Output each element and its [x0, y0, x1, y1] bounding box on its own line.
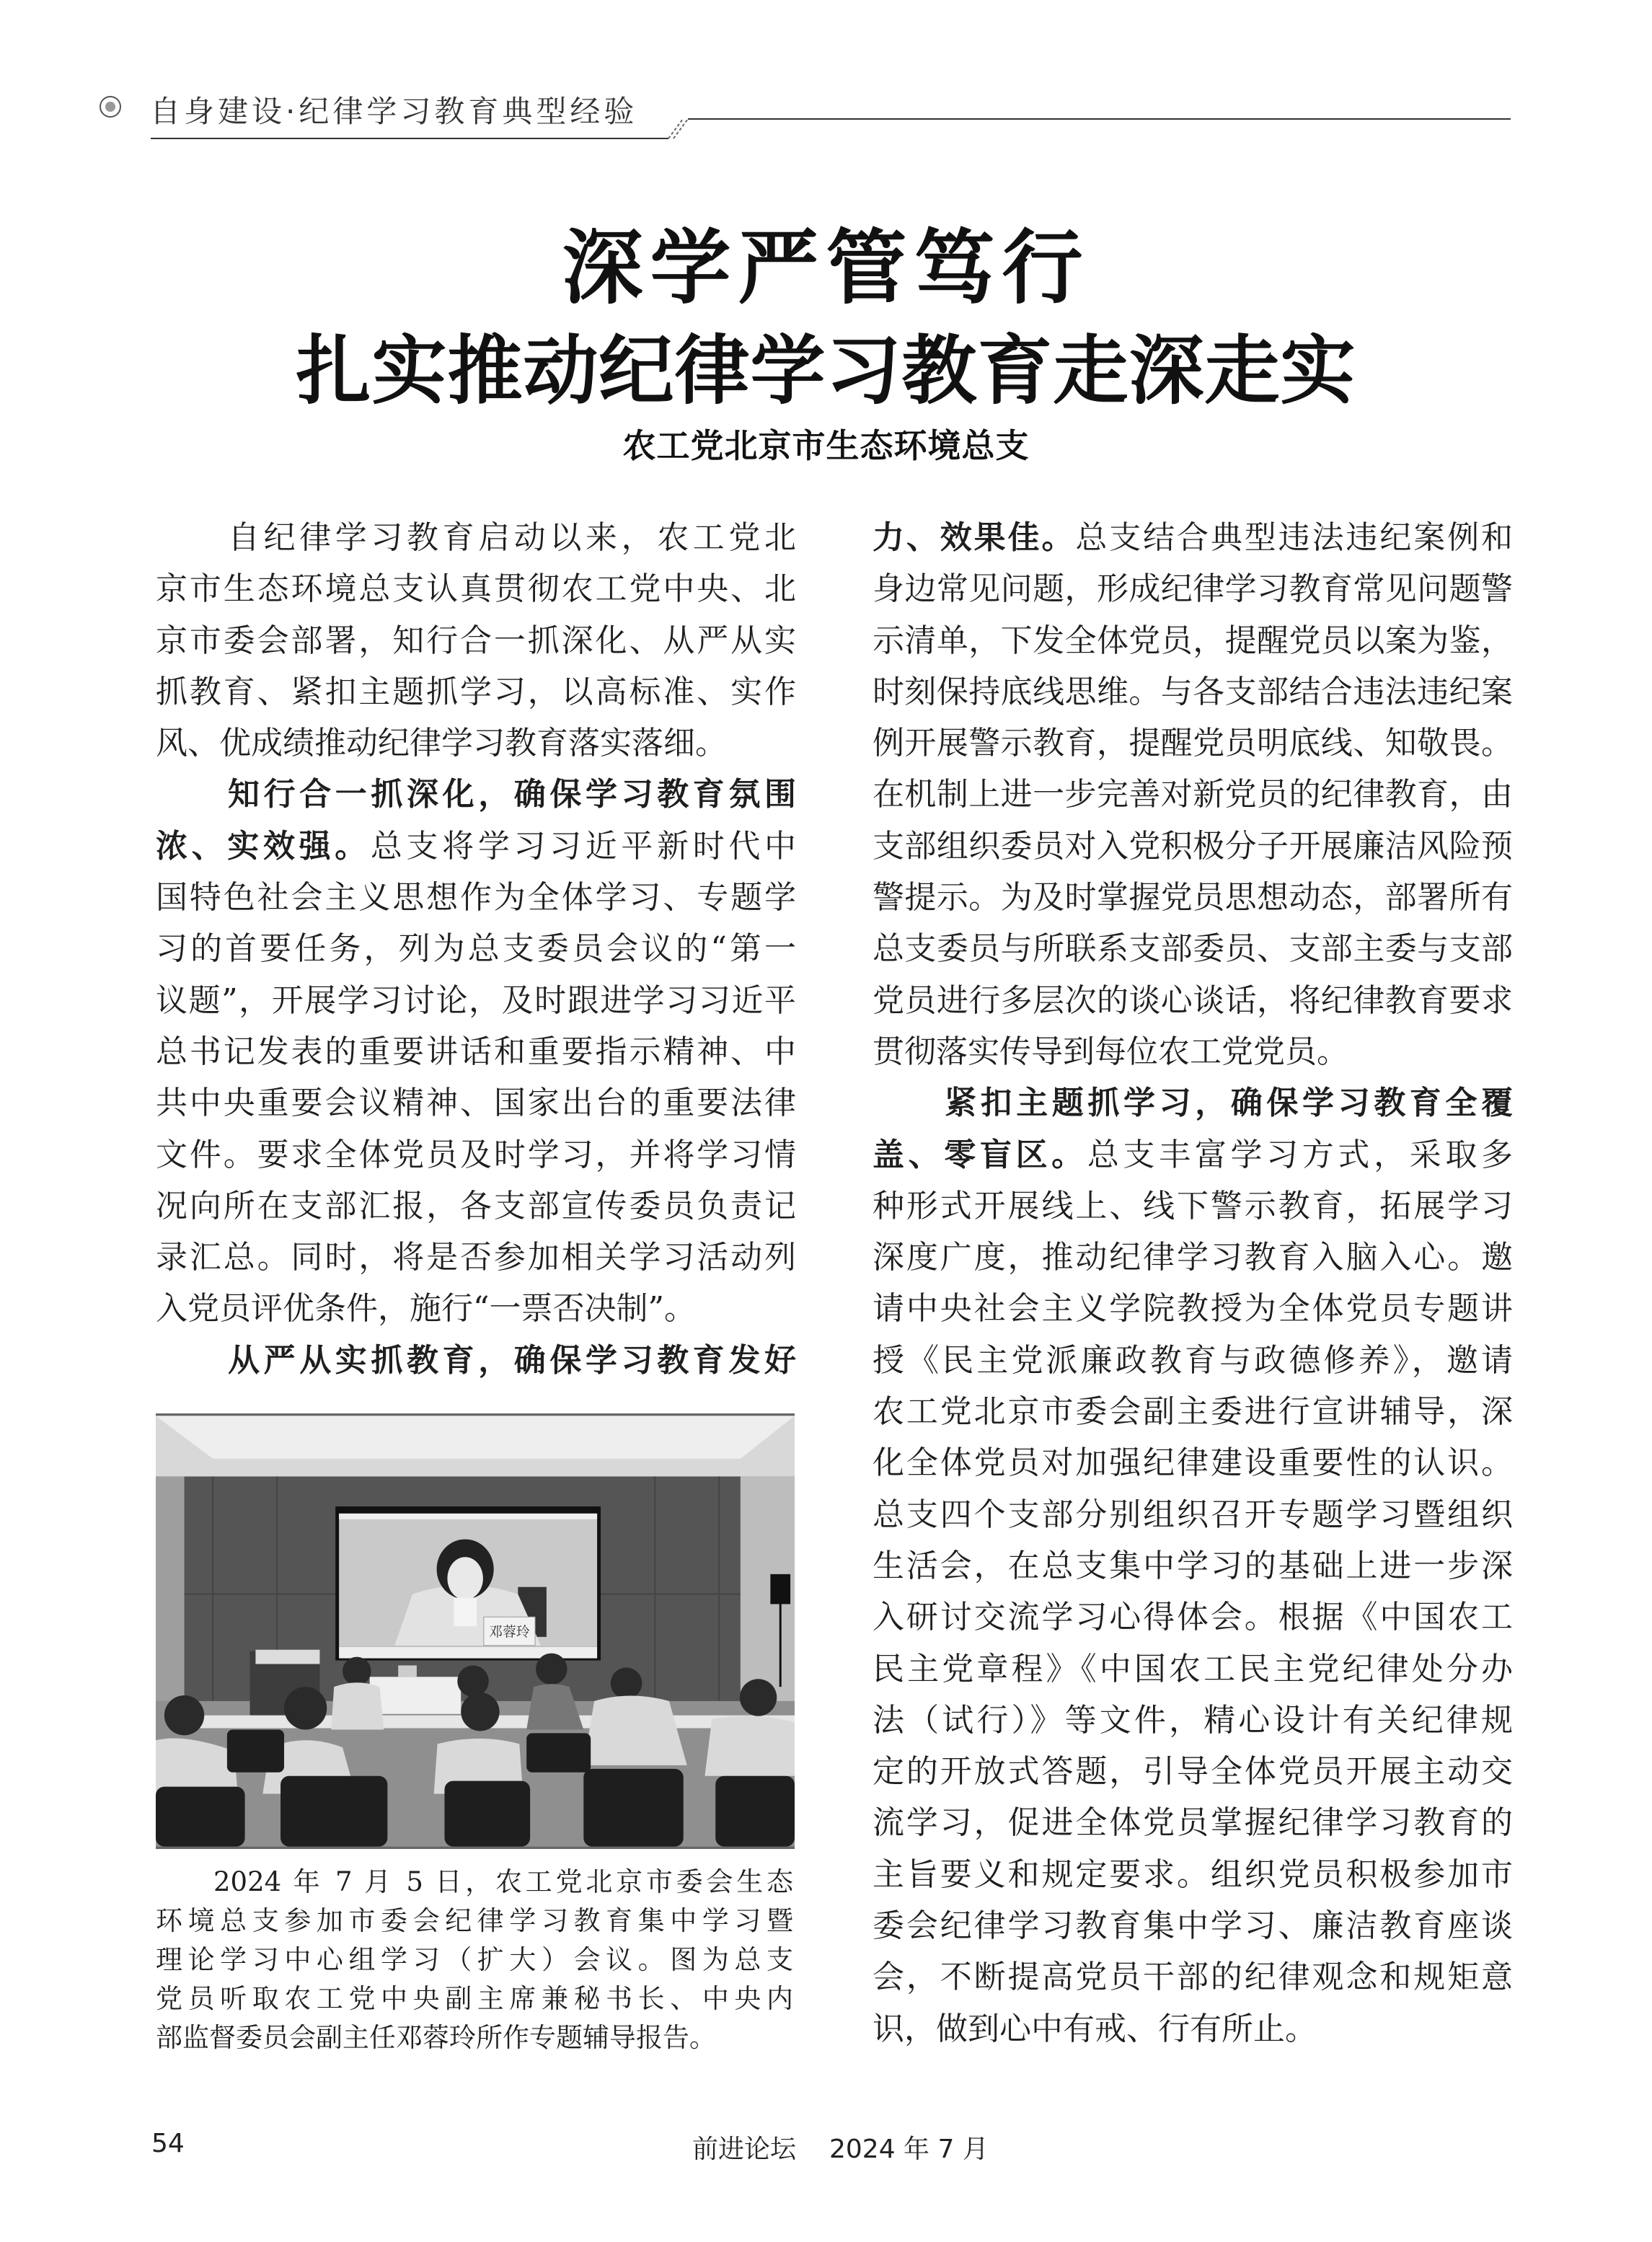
text-line [873, 1232, 1513, 1283]
page-number: 54 [151, 2129, 185, 2158]
body-text: 示清单，下发全体党员，提醒党员以案为鉴， [873, 622, 1513, 659]
text-line [156, 1026, 796, 1077]
body-text: 录汇总。同时，将是否参加相关学习活动列 [156, 1239, 796, 1276]
text-line [873, 1797, 1513, 1848]
text-line [873, 1900, 1513, 1951]
body-text: 总支委员与所联系支部委员、支部主委与支部 [873, 930, 1513, 968]
body-text: 总书记发表的重要讲话和重要指示精神、中 [156, 1033, 796, 1070]
body-text: 入党员评优条件，施行“一票否决制”。 [156, 1290, 696, 1328]
text-line [873, 1335, 1513, 1386]
body-text: 授《民主党派廉政教育与政德修养》，邀请 [873, 1341, 1513, 1379]
text-line [873, 1437, 1513, 1488]
body-text: 身边常见问题，形成纪律学习教育常见问题警 [873, 570, 1513, 608]
body-text: 民主党章程》《中国农工民主党纪律处分办 [873, 1650, 1513, 1687]
article-title-line-2: 扎实推动纪律学习教育走深走实 [296, 327, 1356, 415]
text-line [156, 1283, 796, 1334]
body-text: 时刻保持底线思维。与各支部结合违法违纪案 [873, 673, 1513, 710]
text-line [156, 1180, 796, 1232]
body-text: 种形式开展线上、线下警示教育，拓展学习 [873, 1187, 1513, 1224]
body-text: 抓教育、紧扣主题抓学习，以高标准、实作 [156, 673, 796, 710]
text-line [873, 1489, 1513, 1540]
text-line [873, 563, 1513, 614]
body-text: 习的首要任务，列为总支委员会议的“第一 [156, 930, 796, 968]
text-line [873, 872, 1513, 923]
section-header [0, 0, 1652, 166]
body-text: 主旨要义和规定要求。组织党员积极参加市 [873, 1855, 1513, 1893]
bold-lead-in: 浓、实效强。 [156, 827, 371, 865]
body-text: 生活会，在总支集中学习的基础上进一步深 [873, 1547, 1513, 1584]
text-line [156, 718, 796, 769]
text-line [873, 1746, 1513, 1797]
body-text: 况向所在支部汇报，各支部宣传委员负责记 [156, 1187, 796, 1224]
text-line [873, 1129, 1513, 1180]
text-line [873, 1386, 1513, 1437]
magazine-name: 前进论坛 [692, 2135, 797, 2164]
body-text: 法（试行）》等文件，精心设计有关纪律规 [873, 1701, 1513, 1739]
body-text: 例开展警示教育，提醒党员明底线、知敬畏。 [873, 725, 1513, 762]
body-text: 警提示。为及时掌握党员思想动态，部署所有 [873, 879, 1513, 917]
body-text: 入研讨交流学习心得体会。根据《中国农工 [873, 1599, 1513, 1636]
text-line [156, 666, 796, 718]
body-text: 党员进行多层次的谈心谈话，将纪律教育要求 [873, 981, 1513, 1019]
body-text: 总支结合典型违法违纪案例和 [1075, 519, 1514, 556]
text-line [873, 975, 1513, 1026]
bold-lead-in: 知行合一抓深化，确保学习教育氛围 [228, 776, 796, 813]
body-text: 京市生态环境总支认真贯彻农工党中央、北 [156, 570, 796, 608]
body-text: 总支将学习习近平新时代中 [370, 827, 797, 865]
text-line [156, 821, 796, 872]
body-text: 共中央重要会议精神、国家出台的重要法律 [156, 1085, 796, 1122]
body-text: 定的开放式答题，引导全体党员开展主动交 [873, 1753, 1513, 1791]
text-line [873, 821, 1513, 872]
section-label: 自身建设·纪律学习教育典型经验 [150, 94, 638, 129]
text-line [156, 769, 796, 820]
text-line [873, 1077, 1513, 1129]
body-text: 农工党北京市委会副主委进行宣讲辅导，深 [873, 1393, 1513, 1431]
text-line [156, 872, 796, 923]
text-line [156, 563, 796, 614]
body-text: 风、优成绩推动纪律学习教育落实落细。 [156, 725, 727, 762]
left-column [156, 512, 796, 1386]
article-byline: 农工党北京市生态环境总支 [622, 426, 1030, 465]
text-line [156, 923, 796, 974]
text-line [873, 1180, 1513, 1232]
text-line [156, 1232, 796, 1283]
right-column [873, 512, 1513, 2055]
text-line [873, 923, 1513, 974]
text-line [873, 1695, 1513, 1746]
photo-caption [156, 1863, 793, 2057]
nameplate-text: 邓蓉玲 [489, 1624, 530, 1640]
text-line [156, 1335, 796, 1386]
article-title-line-1: 深学严管笃行 [562, 221, 1090, 315]
text-line [873, 1849, 1513, 1900]
body-text: 文件。要求全体党员及时学习，并将学习情 [156, 1136, 796, 1173]
bold-lead-in: 盖、零盲区。 [873, 1136, 1087, 1173]
body-text: 国特色社会主义思想作为全体学习、专题学 [156, 879, 796, 917]
text-line [873, 1951, 1513, 2003]
caption-line: 环境总支参加市委会纪律学习教育集中学习暨 [156, 1905, 793, 1936]
text-line [873, 1283, 1513, 1334]
text-line [873, 1592, 1513, 1643]
body-text: 议题”，开展学习讨论，及时跟进学习习近平 [156, 981, 796, 1019]
text-line [873, 2003, 1513, 2055]
body-text: 自纪律学习教育启动以来，农工党北 [228, 519, 796, 556]
body-text: 贯彻落实传导到每位农工党党员。 [873, 1033, 1348, 1070]
body-text: 委会纪律学习教育集中学习、廉洁教育座谈 [873, 1907, 1513, 1945]
body-text: 支部组织委员对入党积极分子开展廉洁风险预 [873, 827, 1513, 865]
bold-lead-in: 力、效果佳。 [873, 519, 1076, 556]
body-text: 化全体党员对加强纪律建设重要性的认识。 [873, 1444, 1513, 1482]
text-line [156, 1077, 796, 1129]
caption-line: 理论学习中心组学习（扩大）会议。图为总支 [156, 1944, 793, 1975]
meeting-photo [156, 1413, 795, 1849]
bold-lead-in: 从严从实抓教育，确保学习教育发好 [228, 1341, 796, 1379]
text-line [873, 615, 1513, 666]
body-text: 识，做到心中有戒、行有所止。 [873, 2010, 1317, 2047]
text-line [156, 1129, 796, 1180]
header-rule [0, 0, 1652, 166]
issue-date: 2024 年 7 月 [829, 2135, 989, 2164]
text-line [156, 975, 796, 1026]
text-line [873, 1540, 1513, 1592]
text-line [873, 666, 1513, 718]
body-text: 在机制上进一步完善对新党员的纪律教育，由 [873, 776, 1513, 813]
text-line [873, 718, 1513, 769]
text-line [873, 769, 1513, 820]
caption-line: 党员听取农工党中央副主席兼秘书长、中央内 [156, 1983, 793, 2014]
body-text: 会，不断提高党员干部的纪律观念和规矩意 [873, 1959, 1513, 1996]
text-line [156, 615, 796, 666]
bold-lead-in: 紧扣主题抓学习，确保学习教育全覆 [945, 1085, 1513, 1122]
caption-line: 2024 年 7 月 5 日，农工党北京市委会生态 [213, 1866, 793, 1897]
text-line [873, 1026, 1513, 1077]
body-text: 流学习，促进全体党员掌握纪律学习教育的 [873, 1804, 1513, 1842]
text-line [156, 512, 796, 563]
body-text: 总支四个支部分别组织召开专题学习暨组织 [873, 1496, 1513, 1533]
text-line [873, 512, 1513, 563]
caption-line: 部监督委员会副主任邓蓉玲所作专题辅导报告。 [156, 2022, 716, 2053]
text-line [873, 1643, 1513, 1695]
body-text: 请中央社会主义学院教授为全体党员专题讲 [873, 1290, 1513, 1328]
body-text: 深度广度，推动纪律学习教育入脑入心。邀 [873, 1239, 1513, 1276]
body-text: 总支丰富学习方式，采取多 [1087, 1136, 1514, 1173]
body-text: 京市委会部署，知行合一抓深化、从严从实 [156, 622, 796, 659]
